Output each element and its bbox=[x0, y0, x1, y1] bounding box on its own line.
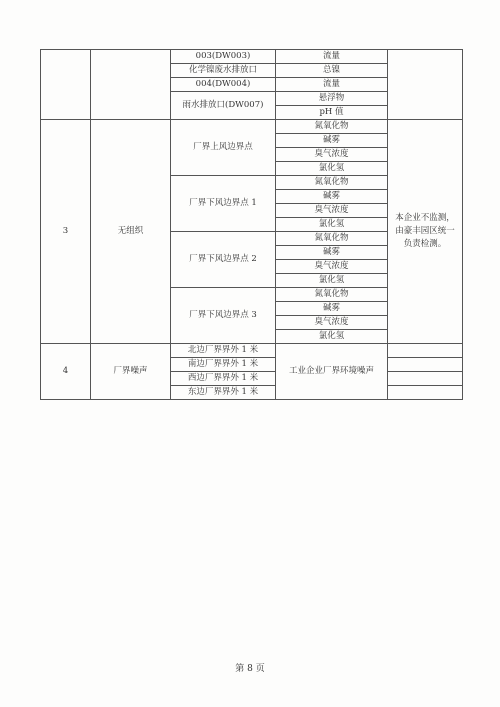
monitor-item: 氯化氢 bbox=[276, 162, 388, 176]
monitor-item: 碱雾 bbox=[276, 246, 388, 260]
monitor-item: 氮氧化物 bbox=[276, 288, 388, 302]
page-number: 第 8 页 bbox=[235, 664, 265, 674]
monitoring-point: 南边厂界界外 1 米 bbox=[171, 358, 276, 372]
category-label: 无组织 bbox=[91, 120, 171, 344]
monitor-item: 碱雾 bbox=[276, 190, 388, 204]
monitor-item: 流量 bbox=[276, 78, 388, 92]
monitoring-point: 东边厂界界外 1 米 bbox=[171, 386, 276, 400]
remark-cell bbox=[388, 386, 463, 400]
monitoring-point: 厂界上风边界点 bbox=[171, 120, 276, 176]
monitor-item: 氮氧化物 bbox=[276, 232, 388, 246]
monitor-item: 碱雾 bbox=[276, 134, 388, 148]
monitoring-point: 西边厂界界外 1 米 bbox=[171, 372, 276, 386]
monitor-item: 臭气浓度 bbox=[276, 148, 388, 162]
outlet-name: 化学镍废水排放口 bbox=[171, 64, 276, 78]
remark-note: 本企业不监测，由豪丰园区统一负责检测。 bbox=[388, 120, 463, 344]
continued-number-cell bbox=[41, 50, 91, 120]
monitor-item: 氯化氢 bbox=[276, 274, 388, 288]
monitor-item: 氮氧化物 bbox=[276, 176, 388, 190]
monitor-item: 氯化氢 bbox=[276, 218, 388, 232]
monitoring-point: 北边厂界界外 1 米 bbox=[171, 344, 276, 358]
monitor-item: 氯化氢 bbox=[276, 330, 388, 344]
monitor-item: 总镍 bbox=[276, 64, 388, 78]
outlet-name: 雨水排放口(DW007) bbox=[171, 92, 276, 120]
row-number: 4 bbox=[41, 344, 91, 400]
monitor-item: 碱雾 bbox=[276, 302, 388, 316]
monitor-item: pH 值 bbox=[276, 106, 388, 120]
monitor-item: 氮氧化物 bbox=[276, 120, 388, 134]
row-number: 3 bbox=[41, 120, 91, 344]
remark-cell bbox=[388, 358, 463, 372]
monitoring-point: 厂界下风边界点 3 bbox=[171, 288, 276, 344]
category-label: 厂界噪声 bbox=[91, 344, 171, 400]
monitor-item: 臭气浓度 bbox=[276, 260, 388, 274]
monitor-item: 臭气浓度 bbox=[276, 204, 388, 218]
monitoring-point: 厂界下风边界点 1 bbox=[171, 176, 276, 232]
monitor-item: 流量 bbox=[276, 50, 388, 64]
remark-cell bbox=[388, 344, 463, 358]
remark-cell bbox=[388, 372, 463, 386]
monitor-item: 臭气浓度 bbox=[276, 316, 388, 330]
monitoring-table bbox=[40, 49, 463, 400]
outlet-name: 004(DW004) bbox=[171, 78, 276, 92]
outlet-name: 003(DW003) bbox=[171, 50, 276, 64]
monitor-item: 悬浮物 bbox=[276, 92, 388, 106]
monitoring-point: 厂界下风边界点 2 bbox=[171, 232, 276, 288]
continued-note-cell bbox=[388, 50, 463, 120]
monitor-item: 工业企业厂界环境噪声 bbox=[276, 344, 388, 400]
continued-category-cell bbox=[91, 50, 171, 120]
